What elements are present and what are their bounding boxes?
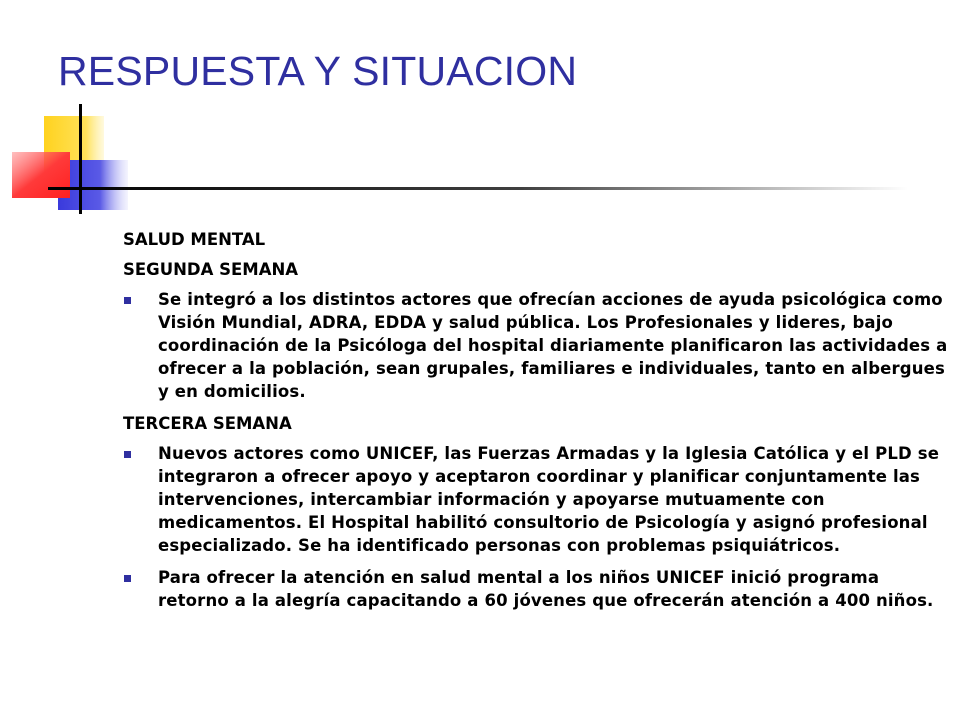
corner-decoration [0, 0, 960, 230]
page-title: RESPUESTA Y SITUACION [58, 48, 578, 94]
vertical-line [79, 104, 82, 214]
week2-heading: SEGUNDA SEMANA [123, 260, 299, 279]
square-bullet-icon [124, 451, 131, 458]
slide-content [123, 228, 953, 621]
square-bullet-icon [124, 575, 131, 582]
red-square [12, 152, 70, 198]
week3-heading: TERCERA SEMANA [123, 414, 292, 433]
bullet-week2-1 [123, 288, 953, 403]
bullet-text: Nuevos actores como UNICEF, las Fuerzas Armadas y la Iglesia Católica y el PLD se integraron a ofrecer apoyo y aceptaron coordinar y planificar conjuntamente las intervenciones, intercambiar información y apoyarse mutuamente con medicamentos. El Hospital habilitó consultorio de Psicología y asignó profesional especializado. Se ha identificado personas con problemas psiquiátricos. [158, 444, 940, 555]
section-heading: SALUD MENTAL [123, 230, 266, 249]
bullet-text: Para ofrecer la atención en salud mental a los niños UNICEF inició programa retorno a la alegría capacitando a 60 jóvenes que ofrecerán atención a 400 niños. [158, 568, 934, 610]
square-bullet-icon [124, 297, 131, 304]
bullet-week3-1 [123, 442, 953, 557]
bullet-week3-2 [123, 566, 953, 612]
bullet-text: Se integró a los distintos actores que ofrecían acciones de ayuda psicológica como Visión Mundial, ADRA, EDDA y salud pública. Los Profesionales y lideres, bajo coordinación de la Psicóloga del hospital diariamente planificaron las actividades a ofrecer a la población, sean grupales, familiares e individuales, tanto en albergues y en domicilios. [158, 290, 948, 401]
horizontal-line [48, 187, 908, 190]
